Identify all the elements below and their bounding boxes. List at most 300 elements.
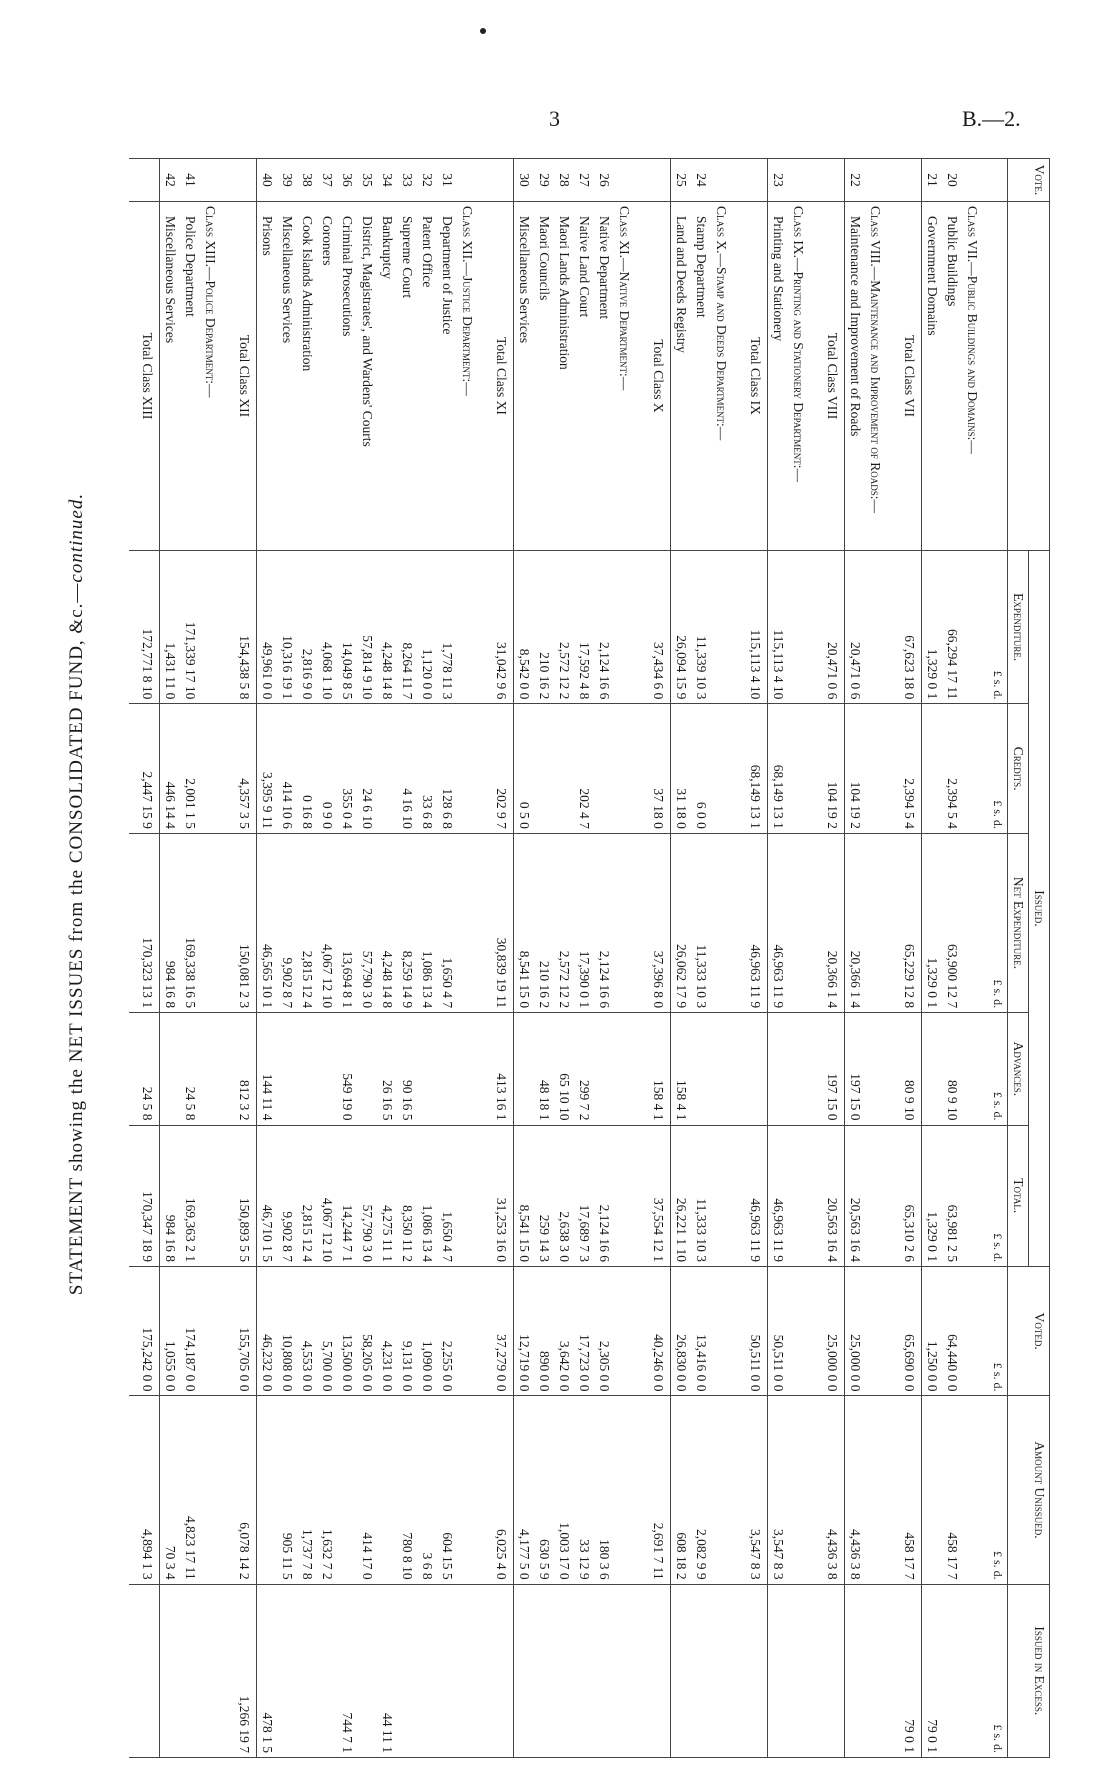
title-continued: continued. — [66, 492, 87, 583]
unissued-cell: 1,632 7 2 — [317, 1396, 337, 1584]
rotated-table-wrapper — [80, 158, 1050, 1758]
unissued-cell: 1,737 7 8 — [297, 1396, 317, 1584]
unissued-cell: 6,078 14 2 — [226, 1396, 257, 1584]
tot-cell: 4,067 12 10 — [317, 1125, 337, 1266]
cred-cell — [534, 704, 554, 833]
vote-number: 25 — [671, 159, 692, 202]
adv-cell: 812 3 2 — [226, 1013, 257, 1125]
adv-cell — [437, 1013, 457, 1125]
cred-cell: 104 19 2 — [845, 704, 866, 833]
voted-cell: 2,305 0 0 — [594, 1266, 614, 1395]
voted-cell: 3,642 0 0 — [554, 1266, 574, 1395]
item-description: Coroners — [317, 202, 337, 551]
cred-cell: 0 9 0 — [317, 704, 337, 833]
table-row — [768, 159, 789, 1758]
units-label: £ s. d. — [988, 551, 1008, 704]
cred-cell: 3,395 9 11 — [257, 704, 278, 833]
adv-cell: 197 15 0 — [814, 1013, 845, 1125]
exp-cell: 11,339 10 3 — [691, 551, 711, 704]
unissued-cell: 4,823 17 11 — [180, 1396, 200, 1584]
vote-number: 31 — [437, 159, 457, 202]
unissued-cell — [337, 1396, 357, 1584]
adv-cell — [357, 1013, 377, 1125]
excess-cell — [594, 1584, 614, 1757]
vote-number — [483, 159, 514, 202]
cred-cell: 2,001 1 5 — [180, 704, 200, 833]
issued-in-excess-header: Issued in Excess. — [1008, 1584, 1050, 1757]
voted-cell: 4,553 0 0 — [297, 1266, 317, 1395]
class-heading: Class XIII.—Police Department:— — [200, 202, 226, 551]
voted-cell: 25,000 0 0 — [814, 1266, 845, 1395]
net-cell: 30,839 19 11 — [483, 833, 514, 1012]
vote-number: 29 — [534, 159, 554, 202]
item-description: Miscellaneous Services — [160, 202, 181, 551]
adv-cell: 549 19 0 — [337, 1013, 357, 1125]
item-description: Land and Deeds Registry — [671, 202, 692, 551]
cred-cell — [922, 704, 943, 833]
tot-cell: 9,902 8 7 — [277, 1125, 297, 1266]
unissued-cell: 604 15 5 — [437, 1396, 457, 1584]
excess-cell — [845, 1584, 866, 1757]
unissued-cell: 70 3 4 — [160, 1396, 181, 1584]
vote-number: 39 — [277, 159, 297, 202]
vote-number: 21 — [922, 159, 943, 202]
vote-number — [891, 159, 922, 202]
unissued-cell: 3,547 8 3 — [737, 1396, 768, 1584]
item-description: Bankruptcy — [377, 202, 397, 551]
unissued-cell: 3,547 8 3 — [768, 1396, 789, 1584]
tot-cell: 170,347 18 9 — [129, 1125, 160, 1266]
unissued-cell: 458 17 7 — [891, 1396, 922, 1584]
unissued-cell: 4,436 3 8 — [845, 1396, 866, 1584]
class-total-row — [814, 159, 845, 1758]
currency-units-row — [988, 159, 1008, 1758]
cred-cell — [594, 704, 614, 833]
cred-cell: 24 6 10 — [357, 704, 377, 833]
table-row — [277, 159, 297, 1758]
cred-cell: 0 16 8 — [297, 704, 317, 833]
table-row — [691, 159, 711, 1758]
vote-number — [226, 159, 257, 202]
vote-number: 23 — [768, 159, 789, 202]
excess-cell — [814, 1584, 845, 1757]
exp-cell: 2,816 9 0 — [297, 551, 317, 704]
unissued-cell — [257, 1396, 278, 1584]
tot-cell: 11,333 10 3 — [691, 1125, 711, 1266]
vote-number: 35 — [357, 159, 377, 202]
class-total-row — [891, 159, 922, 1758]
net-issues-table — [129, 158, 1050, 1758]
title-main: STATEMENT showing the NET ISSUES from the CONSOLIDATED FUND, &c.— — [66, 582, 87, 1296]
excess-cell: 44 11 1 — [377, 1584, 397, 1757]
table-row — [397, 159, 417, 1758]
net-cell: 210 16 2 — [534, 833, 554, 1012]
excess-cell — [768, 1584, 789, 1757]
exp-cell: 154,438 5 8 — [226, 551, 257, 704]
voted-cell: 40,246 0 0 — [640, 1266, 671, 1395]
vote-number — [129, 159, 160, 202]
exp-cell: 57,814 9 10 — [357, 551, 377, 704]
cred-cell: 2,447 15 9 — [129, 704, 160, 833]
excess-cell: 478 1 5 — [257, 1584, 278, 1757]
net-cell: 1,650 4 7 — [437, 833, 457, 1012]
excess-cell — [129, 1584, 160, 1757]
excess-cell — [574, 1584, 594, 1757]
table-row — [357, 159, 377, 1758]
total-label: Total Class VII — [891, 202, 922, 551]
class-total-row — [226, 159, 257, 1758]
voted-cell: 4,231 0 0 — [377, 1266, 397, 1395]
tot-cell: 1,086 13 4 — [417, 1125, 437, 1266]
vote-number: 37 — [317, 159, 337, 202]
net-cell: 169,338 16 5 — [180, 833, 200, 1012]
tot-cell: 31,253 16 0 — [483, 1125, 514, 1266]
class-total-row — [737, 159, 768, 1758]
item-description: Department of Justice — [437, 202, 457, 551]
unissued-cell — [377, 1396, 397, 1584]
total-header: Total. — [1008, 1125, 1029, 1266]
unissued-cell: 33 12 9 — [574, 1396, 594, 1584]
item-description: Public Buildings — [942, 202, 962, 551]
net-cell: 150,081 2 3 — [226, 833, 257, 1012]
class-heading-row — [865, 159, 891, 1758]
expenditure-header: Expenditure. — [1008, 551, 1029, 704]
vote-number: 34 — [377, 159, 397, 202]
units-label: £ s. d. — [988, 1125, 1008, 1266]
net-cell: 9,902 8 7 — [277, 833, 297, 1012]
net-cell: 1,329 0 1 — [922, 833, 943, 1012]
amount-unissued-header: Amount Unissued. — [1008, 1396, 1050, 1584]
adv-cell: 413 16 1 — [483, 1013, 514, 1125]
tot-cell: 8,350 11 2 — [397, 1125, 417, 1266]
cred-cell: 2,394 5 4 — [891, 704, 922, 833]
item-description: Printing and Stationery — [768, 202, 789, 551]
net-cell: 984 16 8 — [160, 833, 181, 1012]
vote-number: 42 — [160, 159, 181, 202]
net-cell: 20,366 1 4 — [814, 833, 845, 1012]
table-row — [337, 159, 357, 1758]
class-total-row — [129, 159, 160, 1758]
adv-cell — [594, 1013, 614, 1125]
tot-cell: 259 14 3 — [534, 1125, 554, 1266]
adv-cell: 144 11 4 — [257, 1013, 278, 1125]
excess-cell — [357, 1584, 377, 1757]
tot-cell: 65,310 2 6 — [891, 1125, 922, 1266]
voted-cell: 890 0 0 — [534, 1266, 554, 1395]
net-cell: 37,396 8 0 — [640, 833, 671, 1012]
cred-cell: 37 18 0 — [640, 704, 671, 833]
document-reference: B.—2. — [962, 106, 1021, 131]
adv-cell — [514, 1013, 535, 1125]
ink-dot — [480, 28, 486, 34]
excess-cell — [317, 1584, 337, 1757]
item-description: Cook Islands Administration — [297, 202, 317, 551]
item-description: Prisons — [257, 202, 278, 551]
adv-cell: 65 10 10 — [554, 1013, 574, 1125]
item-description: Maori Councils — [534, 202, 554, 551]
unissued-cell: 4,894 1 3 — [129, 1396, 160, 1584]
vote-number: 28 — [554, 159, 574, 202]
voted-cell: 26,830 0 0 — [671, 1266, 692, 1395]
adv-cell: 158 4 1 — [671, 1013, 692, 1125]
item-description: Maori Lands Administration — [554, 202, 574, 551]
adv-cell: 299 7 2 — [574, 1013, 594, 1125]
voted-cell: 174,187 0 0 — [180, 1266, 200, 1395]
voted-cell: 64,440 0 0 — [942, 1266, 962, 1395]
units-label: £ s. d. — [988, 1584, 1008, 1757]
page-number: 3 — [549, 106, 560, 131]
class-heading: Class VII.—Public Buildings and Domains:— — [962, 202, 988, 551]
unissued-cell: 6,025 4 0 — [483, 1396, 514, 1584]
cred-cell: 33 6 8 — [417, 704, 437, 833]
unissued-cell: 780 8 10 — [397, 1396, 417, 1584]
net-cell: 46,963 11 9 — [768, 833, 789, 1012]
exp-cell: 115,113 4 10 — [737, 551, 768, 704]
excess-cell — [534, 1584, 554, 1757]
table-row — [574, 159, 594, 1758]
table-row — [594, 159, 614, 1758]
exp-cell: 210 16 2 — [534, 551, 554, 704]
total-label: Total Class VIII — [814, 202, 845, 551]
tot-cell: 2,815 12 4 — [297, 1125, 317, 1266]
excess-cell — [514, 1584, 535, 1757]
exp-cell: 2,572 12 2 — [554, 551, 574, 704]
units-label: £ s. d. — [988, 833, 1008, 1012]
net-cell: 46,963 11 9 — [737, 833, 768, 1012]
net-cell: 2,572 12 2 — [554, 833, 574, 1012]
units-label: £ s. d. — [988, 1013, 1008, 1125]
excess-cell: 744 7 1 — [337, 1584, 357, 1757]
item-description: Miscellaneous Services — [514, 202, 535, 551]
cred-cell: 128 6 8 — [437, 704, 457, 833]
vote-number: 22 — [845, 159, 866, 202]
units-label: £ s. d. — [988, 704, 1008, 833]
vote-number: 30 — [514, 159, 535, 202]
excess-cell — [160, 1584, 181, 1757]
vote-number — [640, 159, 671, 202]
tot-cell: 20,563 16 4 — [814, 1125, 845, 1266]
item-description: Patent Office — [417, 202, 437, 551]
class-heading: Class IX.—Printing and Stationery Department:— — [788, 202, 814, 551]
voted-cell: 50,511 0 0 — [737, 1266, 768, 1395]
net-cell: 4,067 12 10 — [317, 833, 337, 1012]
voted-cell: 65,690 0 0 — [891, 1266, 922, 1395]
total-label: Total Class XII — [226, 202, 257, 551]
voted-cell: 50,511 0 0 — [768, 1266, 789, 1395]
exp-cell: 1,778 11 3 — [437, 551, 457, 704]
cred-cell: 446 14 4 — [160, 704, 181, 833]
description-header — [1008, 202, 1050, 551]
vote-number: 41 — [180, 159, 200, 202]
table-row — [942, 159, 962, 1758]
tot-cell: 46,963 11 9 — [737, 1125, 768, 1266]
adv-cell: 48 18 1 — [534, 1013, 554, 1125]
item-description: Miscellaneous Services — [277, 202, 297, 551]
exp-cell: 67,623 18 0 — [891, 551, 922, 704]
excess-cell — [671, 1584, 692, 1757]
class-heading: Class XI.—Native Department:— — [614, 202, 640, 551]
class-heading-row — [200, 159, 226, 1758]
cred-cell: 68,149 13 1 — [737, 704, 768, 833]
cred-cell: 31 18 0 — [671, 704, 692, 833]
item-description: Government Domains — [922, 202, 943, 551]
voted-cell: 12,719 0 0 — [514, 1266, 535, 1395]
exp-cell: 115,113 4 10 — [768, 551, 789, 704]
tot-cell: 20,563 16 4 — [845, 1125, 866, 1266]
voted-cell: 13,416 0 0 — [691, 1266, 711, 1395]
tot-cell: 37,554 12 1 — [640, 1125, 671, 1266]
class-heading-row — [614, 159, 640, 1758]
tot-cell: 8,541 15 0 — [514, 1125, 535, 1266]
adv-cell — [737, 1013, 768, 1125]
net-cell: 170,323 13 1 — [129, 833, 160, 1012]
units-label: £ s. d. — [988, 1396, 1008, 1584]
tot-cell: 46,963 11 9 — [768, 1125, 789, 1266]
exp-cell: 20,471 0 6 — [814, 551, 845, 704]
vote-number: 26 — [594, 159, 614, 202]
net-cell: 8,259 14 9 — [397, 833, 417, 1012]
adv-cell — [691, 1013, 711, 1125]
voted-cell: 37,279 0 0 — [483, 1266, 514, 1395]
adv-cell — [768, 1013, 789, 1125]
voted-cell: 1,250 0 0 — [922, 1266, 943, 1395]
voted-cell: 13,500 0 0 — [337, 1266, 357, 1395]
class-heading-row — [457, 159, 483, 1758]
tot-cell: 17,689 7 3 — [574, 1125, 594, 1266]
exp-cell: 66,294 17 11 — [942, 551, 962, 704]
total-label: Total Class XI — [483, 202, 514, 551]
cred-cell: 4 16 10 — [397, 704, 417, 833]
adv-cell: 24 5 8 — [180, 1013, 200, 1125]
exp-cell: 26,094 15 9 — [671, 551, 692, 704]
unissued-cell: 2,691 7 11 — [640, 1396, 671, 1584]
net-cell: 63,900 12 7 — [942, 833, 962, 1012]
unissued-cell: 4,436 3 8 — [814, 1396, 845, 1584]
table-row — [317, 159, 337, 1758]
excess-cell — [180, 1584, 200, 1757]
table-row — [514, 159, 535, 1758]
unissued-cell: 905 11 5 — [277, 1396, 297, 1584]
net-cell: 2,815 12 4 — [297, 833, 317, 1012]
tot-cell: 26,221 1 10 — [671, 1125, 692, 1266]
class-heading: Class XII.—Justice Department:— — [457, 202, 483, 551]
table-body — [129, 159, 1008, 1758]
net-cell: 2,124 16 6 — [594, 833, 614, 1012]
excess-cell — [942, 1584, 962, 1757]
table-row — [297, 159, 317, 1758]
net-cell: 57,790 3 0 — [357, 833, 377, 1012]
table-row — [437, 159, 457, 1758]
excess-cell — [297, 1584, 317, 1757]
adv-cell — [417, 1013, 437, 1125]
vote-number: 38 — [297, 159, 317, 202]
vote-number: 20 — [942, 159, 962, 202]
cred-cell: 2,394 5 4 — [942, 704, 962, 833]
net-cell: 17,390 0 1 — [574, 833, 594, 1012]
voted-cell: 5,700 0 0 — [317, 1266, 337, 1395]
unissued-cell: 1,003 17 0 — [554, 1396, 574, 1584]
adv-cell — [317, 1013, 337, 1125]
voted-cell: 2,255 0 0 — [437, 1266, 457, 1395]
voted-cell: 58,205 0 0 — [357, 1266, 377, 1395]
exp-cell: 4,248 14 8 — [377, 551, 397, 704]
tot-cell: 4,275 11 1 — [377, 1125, 397, 1266]
tot-cell: 2,638 3 0 — [554, 1125, 574, 1266]
tot-cell: 1,650 4 7 — [437, 1125, 457, 1266]
table-row — [845, 159, 866, 1758]
tot-cell: 2,124 16 6 — [594, 1125, 614, 1266]
excess-cell: 1,266 19 7 — [226, 1584, 257, 1757]
exp-cell: 2,124 16 6 — [594, 551, 614, 704]
exp-cell: 37,434 6 0 — [640, 551, 671, 704]
tot-cell: 57,790 3 0 — [357, 1125, 377, 1266]
voted-cell: 155,705 0 0 — [226, 1266, 257, 1395]
excess-cell — [691, 1584, 711, 1757]
issued-header: Issued. — [1029, 551, 1050, 1267]
cred-cell: 68,149 13 1 — [768, 704, 789, 833]
excess-cell — [397, 1584, 417, 1757]
units-label: £ s. d. — [988, 1266, 1008, 1395]
tot-cell: 14,244 7 1 — [337, 1125, 357, 1266]
voted-cell: 10,808 0 0 — [277, 1266, 297, 1395]
cred-cell: 0 5 0 — [514, 704, 535, 833]
cred-cell: 202 9 7 — [483, 704, 514, 833]
item-description: District, Magistrates', and Wardens' Courts — [357, 202, 377, 551]
exp-cell: 1,431 11 0 — [160, 551, 181, 704]
voted-cell: 9,131 0 0 — [397, 1266, 417, 1395]
vote-number: 36 — [337, 159, 357, 202]
voted-cell: 25,000 0 0 — [845, 1266, 866, 1395]
tot-cell: 46,710 1 5 — [257, 1125, 278, 1266]
excess-cell — [554, 1584, 574, 1757]
adv-cell: 24 5 8 — [129, 1013, 160, 1125]
cred-cell: 104 19 2 — [814, 704, 845, 833]
table-row — [257, 159, 278, 1758]
excess-cell — [640, 1584, 671, 1757]
cred-cell — [377, 704, 397, 833]
exp-cell: 1,120 0 0 — [417, 551, 437, 704]
table-row — [922, 159, 943, 1758]
exp-cell: 4,068 1 10 — [317, 551, 337, 704]
net-cell: 11,333 10 3 — [691, 833, 711, 1012]
cred-cell: 202 4 7 — [574, 704, 594, 833]
adv-cell: 26 16 5 — [377, 1013, 397, 1125]
excess-cell: 79 0 1 — [891, 1584, 922, 1757]
vote-header: Vote. — [1008, 159, 1050, 202]
tot-cell: 984 16 8 — [160, 1125, 181, 1266]
tot-cell: 150,893 5 5 — [226, 1125, 257, 1266]
unissued-cell: 458 17 7 — [942, 1396, 962, 1584]
vote-number — [814, 159, 845, 202]
class-heading-row — [962, 159, 988, 1758]
tot-cell: 63,981 2 5 — [942, 1125, 962, 1266]
cred-cell: 6 0 0 — [691, 704, 711, 833]
class-total-row — [640, 159, 671, 1758]
voted-cell: 1,090 0 0 — [417, 1266, 437, 1395]
table-row — [534, 159, 554, 1758]
net-cell: 13,694 8 1 — [337, 833, 357, 1012]
cred-cell — [554, 704, 574, 833]
table-row — [180, 159, 200, 1758]
net-cell: 46,565 10 1 — [257, 833, 278, 1012]
vote-number: 33 — [397, 159, 417, 202]
total-label: Total Class XIII — [129, 202, 160, 551]
total-label: Total Class IX — [737, 202, 768, 551]
excess-cell: 79 0 1 — [922, 1584, 943, 1757]
excess-cell — [417, 1584, 437, 1757]
exp-cell: 172,771 8 10 — [129, 551, 160, 704]
exp-cell: 17,592 4 8 — [574, 551, 594, 704]
